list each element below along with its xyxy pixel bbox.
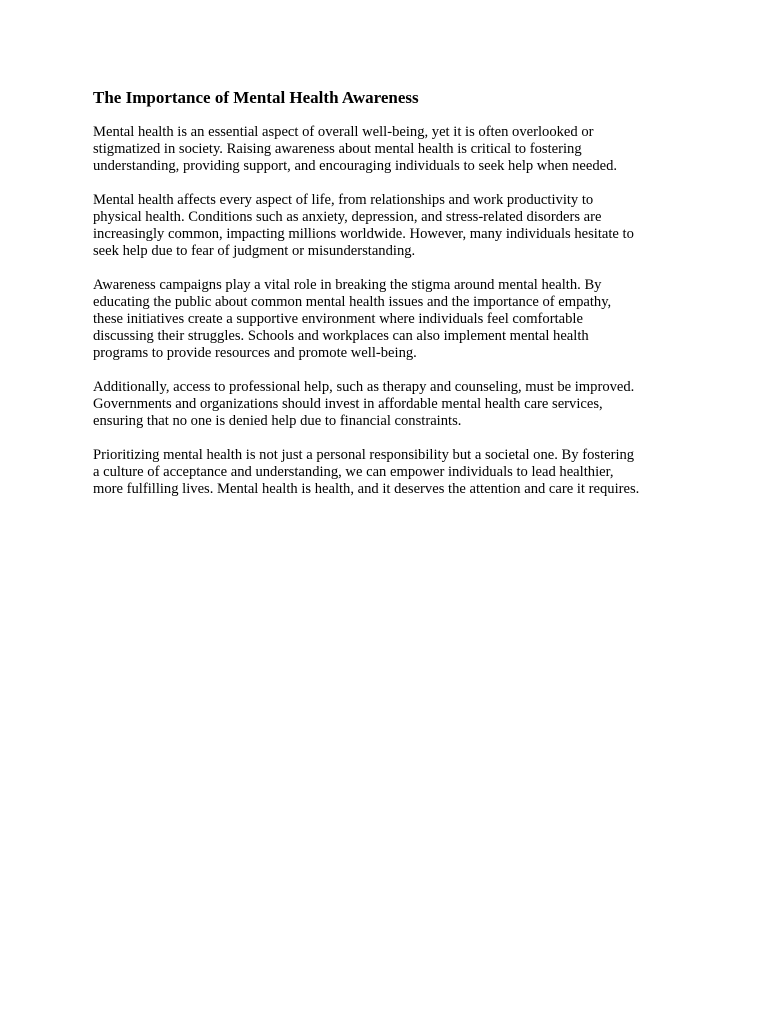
paragraph-line: educating the public about common mental health issues and the importance of empathy, <box>93 294 612 310</box>
paragraph-conclusion <box>93 447 683 498</box>
paragraph-line: a culture of acceptance and understanding, we can empower individuals to lead healthier, <box>93 464 614 480</box>
document-title: The Importance of Mental Health Awareness <box>93 88 419 107</box>
paragraph-line: Mental health is an essential aspect of overall well-being, yet it is often overlooked or <box>93 124 594 140</box>
paragraph-line: discussing their struggles. Schools and workplaces can also implement mental health <box>93 328 589 344</box>
paragraph-intro <box>93 124 683 175</box>
paragraph-line: ensuring that no one is denied help due to financial constraints. <box>93 413 462 429</box>
paragraph-line: Additionally, access to professional help, such as therapy and counseling, must be improved. <box>93 379 635 395</box>
paragraph-line: programs to provide resources and promote well-being. <box>93 345 417 361</box>
paragraph-campaigns <box>93 277 683 362</box>
paragraph-line: Prioritizing mental health is not just a personal responsibility but a societal one. By fostering <box>93 447 635 463</box>
paragraph-line: understanding, providing support, and encouraging individuals to seek help when needed. <box>93 158 618 174</box>
document-page <box>93 87 683 515</box>
paragraph-effects <box>93 192 683 260</box>
paragraph-line: more fulfilling lives. Mental health is health, and it deserves the attention and care it requires. <box>93 481 640 497</box>
paragraph-line: Mental health affects every aspect of life, from relationships and work productivity to <box>93 192 594 208</box>
paragraph-access <box>93 379 683 430</box>
paragraph-line: stigmatized in society. Raising awareness about mental health is critical to fostering <box>93 141 582 157</box>
paragraph-line: Awareness campaigns play a vital role in breaking the stigma around mental health. By <box>93 277 602 293</box>
paragraph-line: Governments and organizations should invest in affordable mental health care services, <box>93 396 603 412</box>
paragraph-line: physical health. Conditions such as anxiety, depression, and stress-related disorders are <box>93 209 602 225</box>
paragraph-line: increasingly common, impacting millions worldwide. However, many individuals hesitate to <box>93 226 634 242</box>
paragraph-line: seek help due to fear of judgment or misunderstanding. <box>93 243 416 259</box>
paragraph-line: these initiatives create a supportive environment where individuals feel comfortable <box>93 311 583 327</box>
